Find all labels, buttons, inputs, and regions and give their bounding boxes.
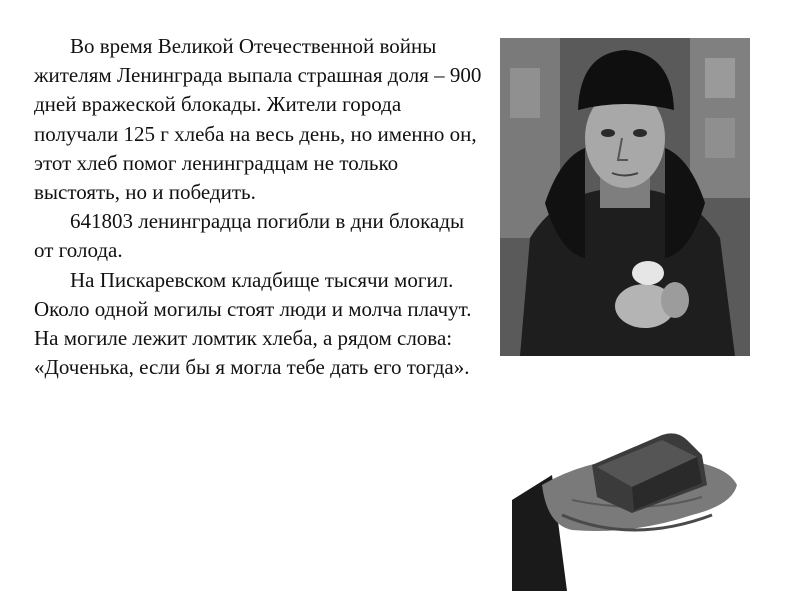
paragraph-deaths: 641803 ленинградца погибли в дни блокады от голода. bbox=[34, 209, 465, 263]
hand-holding-bread-icon bbox=[512, 405, 772, 591]
text-block bbox=[34, 32, 482, 382]
man-with-bread-icon bbox=[500, 38, 750, 356]
hand-holding-bread-photo bbox=[512, 405, 772, 591]
paragraph-cemetery: На Пискаревском кладбище тысячи могил. Около одной могилы стоят люди и молча плачут. На могиле лежит ломтик хлеба, а рядом слова: «Доченька, если бы я могла тебе дать его тогда». bbox=[34, 267, 472, 380]
paragraph-blockade: Во время Великой Отечественной войны жителям Ленинграда выпала страшная доля – 900 дней вражеской блокады. Жители города получали 125 г хлеба на весь день, но именно он, этот хлеб помог ленинградцам не только выстоять, но и победить. bbox=[34, 34, 482, 205]
man-with-bread-photo bbox=[500, 38, 750, 356]
